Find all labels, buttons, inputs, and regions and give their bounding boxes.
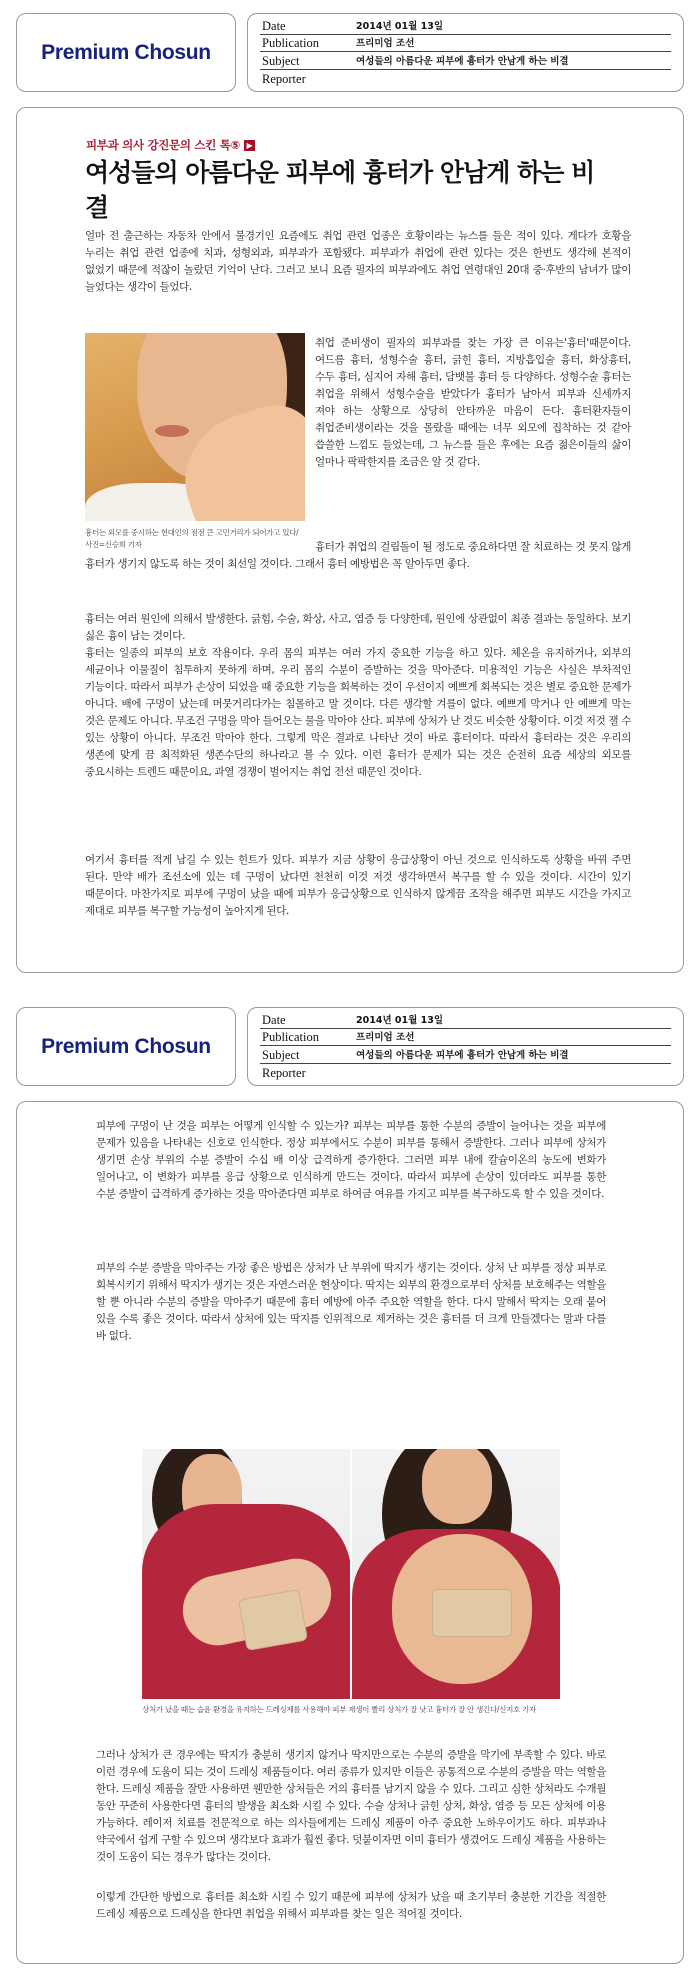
meta-label: Date [262,18,286,33]
meta-row-reporter [260,1064,671,1082]
article-paragraph: 흉터가 취업의 걸림돌이 될 정도로 중요하다면 잘 치료하는 것 못지 않게 흉터가 생기지 않도록 하는 것이 최선일 것이다. 그래서 흉터 예방법은 꼭 알아두면 좋다. [85,541,631,570]
logo-box [16,1007,236,1086]
logo-box [16,13,236,92]
meta-row-subject [260,1046,671,1064]
article-paragraph: 얼마 전 출근하는 자동차 안에서 불경기인 요즘에도 취업 관련 업종은 호황이라는 뉴스를 들은 적이 있다. 게다가 호황을 누리는 취업 관련 업종에 치과, 성형외과, 피부과가 포함됐다. 피부과가 취업에 관련 있다는 것은 한번도 생각해 본적이 없었기 때문에 적잖이 놀랐던 기억이 난다. 그러고 보니 요즘 필자의 피부과에도 취업 연령대인 20대 중·후반의 남녀가 많이 늘었다는 생각이 들었다. [85,230,631,293]
meta-label: Publication [262,1030,319,1044]
kicker-text: 피부과 의사 강진문의 스킨 톡⑤ [86,138,240,152]
article-paragraph: 피부의 수분 증발을 막아주는 가장 좋은 방법은 상처가 난 부위에 딱지가 생기는 것이다. 상처 난 피부를 정상 피부로 회복시키기 위해서 딱지가 생기는 것은 자연스러운 현상이다. 딱지는 외부의 환경으로부터 상처를 보호해주는 역할을 할 뿐 아니라 수분의 증발을 막아주기 때문에 흉터 예방에 아주 주요한 역할을 한다. 다시 말해서 딱지는 오래 붙어 있을 수록 좋은 것이다. 따라서 상처에 있는 딱지를 인위적으로 제거하는 것은 흉터를 더 크게 만들겠다는 말과 다를 바 없다. [96,1262,606,1342]
article-paragraph: 흉터는 여러 원인에 의해서 발생한다. 긁힘, 수술, 화상, 사고, 염증 등 다양한데, 원인에 상관없이 최종 결과는 동일하다. 보기 싫은 흉이 남는 것이다. 흉터는 일종의 피부의 보호 작용이다. 우리 몸의 피부는 여러 가지 중요한 기능을 하고 있다. 체온을 유지하거나, 외부의 세균이나 이물질이 침투하지 못하게 하며, 우리 몸의 수분이 증발하는 것을 막아준다. 미용적인 기능은 사실은 부차적인 기능이다. 따라서 피부가 손상이 되었을 때 중요한 기능을 회복하는 것이 우선이지 예쁘게 회복되는 것은 별로 중요한 문제가 아니다. 배에 구멍이 났는데 머뭇거리다가는 침몰하고 말 것이다. 다른 생각할 겨를이 없다. 예쁘게 막거나 안 예쁘게 막는 것은 문제도 아니다. 무조건 구멍을 막아 들어오는 물을 막아야 산다. 피부에 상처가 난 것도 비슷한 상황이다. 이것 저것 잴 수 있는 상황이 아니다. 무조건 막아야 한다. 그렇게 막은 결과로 나타난 것이 바로 흉터이다. 따라서 흉터라는 것은 우리의 생존에 맞게 끔 최적화된 생존수단의 하나라고 볼 수 있다. 이런 흉터가 문제가 되는 것은 순전히 요즘 세상의 외모를 중요시하는 트렌드 때문이요, 과열 경쟁이 벌어지는 취업 전선 때문인 것이다. [85,613,631,778]
photo-caption: 흉터는 외모를 중시하는 현대인의 점점 큰 고민거리가 되어가고 있다/사진=신승희 기자 [85,528,299,549]
meta-value-date: 2014년 01월 13일 [356,1014,444,1026]
meta-label: Reporter [262,72,306,86]
article-paragraph: 피부에 구멍이 난 것을 피부는 어떻게 인식할 수 있는가? 피부는 피부를 통한 수분의 증발이 늘어나는 것을 피부에 문제가 있음을 나타내는 신호로 인식한다. 정상 피부에서도 수분이 피부를 통해서 증발한다. 그러나 피부에 상처가 생기면 손상 부위의 수분 증발이 수십 배 이상 급격하게 증가한다. 그러면 피부 내에 칼슘이온의 농도에 변화가 일어나고, 이 변화가 피부를 응급 상황으로 인식하게 만드는 것이다. 따라서 피부에 손상이 있더라도 피부를 통한 수분 증발이 급격하게 증가하는 것을 막아준다면 피부로 하여금 여유를 가지고 피부를 복구하도록 할 수 있을 것이다. [96,1120,606,1200]
meta-row-date [260,17,671,35]
meta-row-subject [260,52,671,70]
meta-label: Publication [262,36,319,50]
meta-label: Date [262,1012,286,1027]
meta-row-date [260,1011,671,1029]
meta-value-subject: 여성들의 아름다운 피부에 흉터가 안남게 하는 비결 [356,1049,569,1061]
article-paragraph: 취업 준비생이 필자의 피부과를 찾는 가장 큰 이유는'흉터'때문이다. 여드름 흉터, 성형수술 흉터, 긁힌 흉터, 지방흡입술 흉터, 화상흉터, 수두 흉터, 심지어 자해 흉터, 담뱃불 흉터 등 다양하다. 성형수술 흉터는 취업을 위해서 성형수술을 받았다가 흉터가 남아서 피부과 신세까지 져야 하는 상황으로 상당히 안타까운 마음이 든다. 흉터환자들이 취업준비생이라는 것을 몰랐을 때에는 너무 외모에 집착하는 것 같아 씁쓸한 느낌도 들었는데, 그 뉴스를 들은 후에는 요즘 젊은이들의 삶이 얼마나 팍팍한지를 조금은 알 것 같다. [315,337,631,468]
article-page-1 [16,107,684,973]
article-page-2 [16,1101,684,1964]
elbow-dressing-photo [142,1449,350,1699]
knee-dressing-photo [352,1449,560,1699]
meta-value-publication: 프리미엄 조선 [356,38,415,49]
article-paragraph: 이렇게 간단한 방법으로 흉터를 최소화 시킬 수 있기 때문에 피부에 상처가 났을 때 초기부터 충분한 기간을 적절한 드레싱 제품으로 드레싱을 한다면 취업을 위해서 피부과를 찾는 일은 적어질 것이다. [96,1891,606,1920]
article-meta-table [247,1007,684,1086]
premium-chosun-logo: Premium Chosun [41,40,211,64]
article-meta-table [247,13,684,92]
meta-label: Subject [262,53,300,68]
meta-row-reporter [260,70,671,88]
scar-woman-photo [85,333,305,521]
article-paragraph: 그러나 상처가 큰 경우에는 딱지가 충분히 생기지 않거나 딱지만으로는 수분의 증발을 막기에 부족할 수 있다. 바로 이런 경우에 도움이 되는 것이 드레싱 제품들이다. 여러 종류가 있지만 이들은 공통적으로 수분의 증발을 막는 역할을 한다. 드레싱 제품을 잘만 사용하면 웬만한 상처들은 거의 흉터를 남기지 않을 수 있다. 그리고 심한 상처라도 수개월 동안 꾸준히 사용한다면 흉터의 발생을 최소화 시킬 수 있다. 수술 상처나 긁힌 상처, 화상, 염증 등 모든 상처에 이용 가능하다. 레이저 치료를 전문적으로 하는 의사들에게는 드레싱 제품이 아주 중요한 노하우이기도 하다. 피부과나 약국에서 쉽게 구할 수 있으며 생각보다 효과가 훨씬 좋다. 덧붙이자면 이미 흉터가 생겼어도 드레싱 제품을 사용하는 것이 도움이 되는 경우가 많다는 것이다. [96,1749,606,1863]
article-paragraph: 여기서 흉터를 적게 남길 수 있는 힌트가 있다. 피부가 지금 상황이 응급상황이 아닌 것으로 인식하도록 상황을 바꿔 주면 된다. 만약 배가 조선소에 있는 데 구멍이 났다면 천천히 이것 저것 생각하면서 복구를 할 수 있을 것이다. 시간이 있기 때문이다. 마찬가지로 피부에 구멍이 났을 때에 피부가 응급상황으로 인식하지 않게끔 조작을 해주면 피부도 시간을 가지고 제대로 피부를 복구할 가능성이 높아지게 된다. [85,854,631,917]
dressing-application-photo [142,1449,560,1699]
meta-value-date: 2014년 01월 13일 [356,20,444,32]
meta-row-publication [260,35,671,53]
meta-label: Subject [262,1047,300,1062]
column-kicker [86,137,255,153]
meta-row-publication [260,1029,671,1047]
article-headline: 여성들의 아름다운 피부에 흉터가 안남게 하는 비결 [85,158,595,222]
kicker-arrow-icon: ▶ [244,140,255,151]
photo-caption: 상처가 났을 때는 습윤 환경을 유지하는 드레싱제를 사용해야 피부 재생이 빨리 상처가 잘 낫고 흉터가 잘 안 생긴다/신지호 기자 [142,1705,536,1714]
premium-chosun-logo: Premium Chosun [41,1034,211,1058]
meta-value-subject: 여성들의 아름다운 피부에 흉터가 안남게 하는 비결 [356,55,569,67]
meta-value-publication: 프리미엄 조선 [356,1032,415,1043]
meta-label: Reporter [262,1066,306,1080]
